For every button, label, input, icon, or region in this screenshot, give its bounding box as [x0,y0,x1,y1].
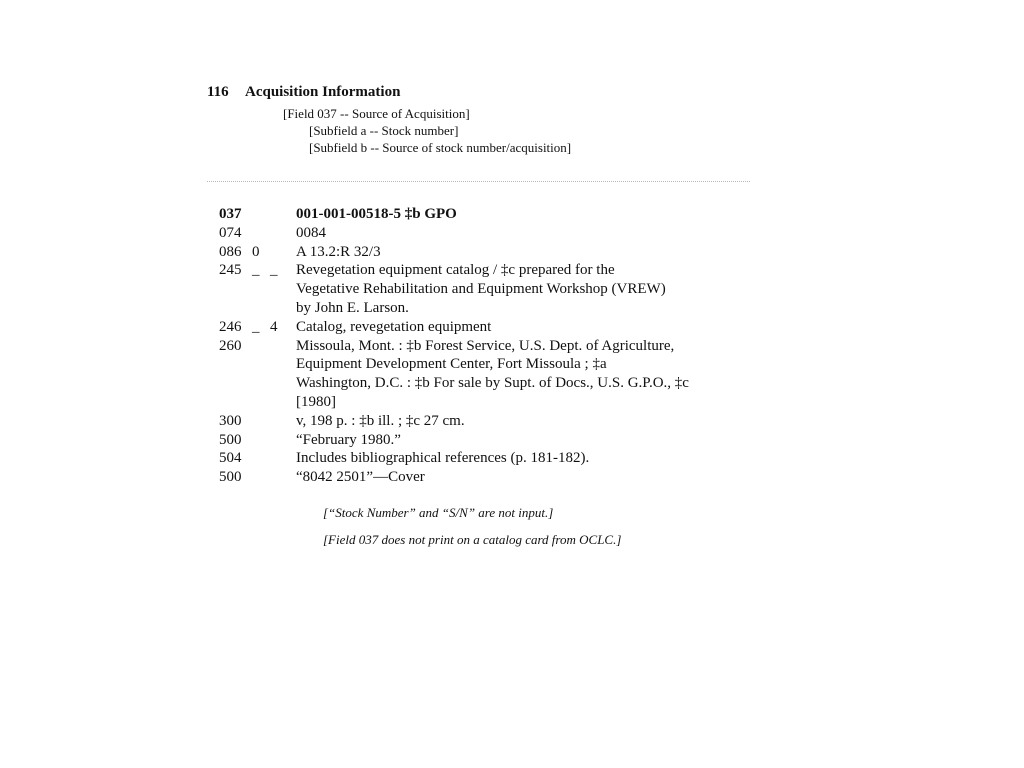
field-content [296,449,716,468]
record-row [219,318,716,337]
field-content-line: 001-001-00518-5 ‡b GPO [296,206,457,222]
field-tag: 500 [219,469,242,486]
field-content-line: [1980] [296,393,336,410]
subfield-note-a: [Subfield a -- Stock number] [309,123,459,138]
footnote-field-037: [Field 037 does not print on a catalog card from OCLC.] [323,532,622,547]
record-row [219,224,716,243]
field-content-line: “February 1980.” [296,431,401,448]
field-notes [283,105,571,156]
field-content-line: Catalog, revegetation equipment [296,318,492,335]
field-note: [Field 037 -- Source of Acquisition] [283,106,470,121]
indicator-1: _ [252,318,260,335]
field-tag: 086 [219,243,242,260]
marc-record [219,205,716,487]
field-tag: 074 [219,224,242,241]
field-content [296,412,716,431]
field-content [296,431,716,450]
record-row [219,412,716,431]
section-title: Acquisition Information [245,84,401,100]
field-content [296,261,716,317]
field-content-line: 0084 [296,224,326,241]
field-tag: 245 [219,262,242,279]
field-content [296,224,716,243]
field-tag: 246 [219,318,242,335]
field-content [296,337,716,412]
record-row [219,337,716,412]
record-row [219,261,716,317]
field-tag: 260 [219,337,242,354]
subfield-note-b: [Subfield b -- Source of stock number/acquisition] [309,140,572,155]
field-content-line: by John E. Larson. [296,299,409,316]
field-content [296,468,716,487]
section-heading [207,82,400,102]
field-content-line: v, 198 p. : ‡b ill. ; ‡c 27 cm. [296,412,465,429]
indicator-1: _ [252,262,260,279]
field-content-line: Includes bibliographical references (p. 181-182). [296,450,590,467]
field-content [296,318,716,337]
footnote-stock-number: [“Stock Number” and “S/N” are not input.] [323,505,554,520]
field-content-line: A 13.2:R 32/3 [296,243,381,260]
record-row [219,449,716,468]
field-tag: 500 [219,431,242,448]
indicator-2: _ [270,262,278,279]
field-content-line: Washington, D.C. : ‡b For sale by Supt. of Docs., U.S. G.P.O., ‡c [296,375,689,392]
field-tag: 037 [219,206,242,222]
indicator-2: 4 [270,318,278,335]
field-content [296,243,716,262]
record-row [219,205,716,224]
field-content-line: “8042 2501”—Cover [296,469,425,486]
record-row [219,243,716,262]
indicator-1: 0 [252,243,260,260]
section-number: 116 [207,84,229,100]
field-tag: 300 [219,412,242,429]
field-content-line: Equipment Development Center, Fort Missoula ; ‡a [296,356,607,373]
field-tag: 504 [219,450,242,467]
record-row [219,468,716,487]
field-content-line: Vegetative Rehabilitation and Equipment Workshop (VREW) [296,281,666,298]
field-content [296,205,716,224]
field-content-line: Revegetation equipment catalog / ‡c prepared for the [296,262,615,279]
record-row [219,431,716,450]
dotted-divider [207,181,750,182]
field-content-line: Missoula, Mont. : ‡b Forest Service, U.S. Dept. of Agriculture, [296,337,675,354]
